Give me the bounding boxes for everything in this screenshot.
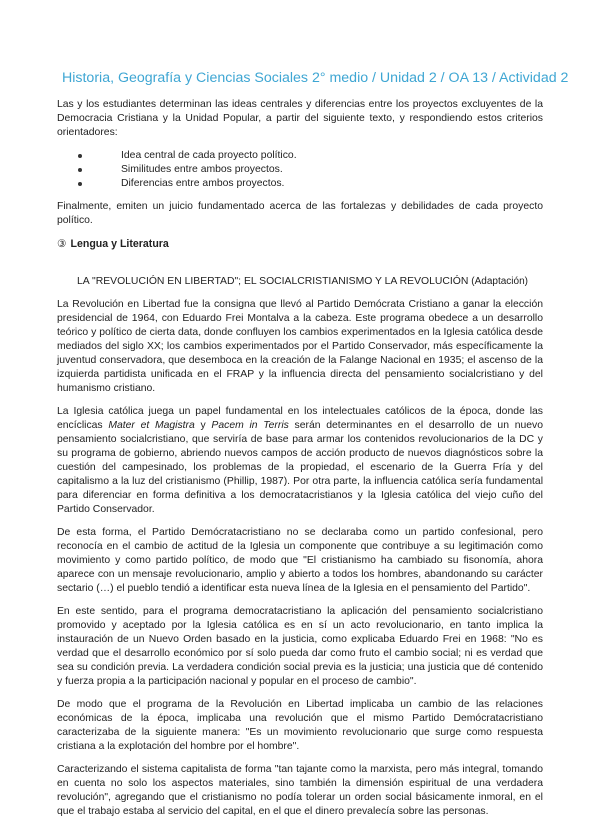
text-span: serán determinantes en el desarrollo de un nuevo pensamiento socialcristiano, que serviría de base para armar los contenidos revolucionarios de la DC y su programa de gobierno, abriendo nuevos campos de acción producto de nuevos diagnósticos sobre la cuestión del campesinado, los problemas de la propiedad, el escenario de la Guerra Fría y del capitalismo a la luz del cristianismo (Phillip, 1987). Por otra parte, la influencia católica sería fundamental para diferenciar en forma definitiva a los democratacristianos y la Iglesia católica del viejo cuño del Partido Conservador. (57, 420, 544, 515)
adaptation-note: (Adaptación) (471, 276, 528, 287)
reading-paragraph: De modo que el programa de la Revolución en Libertad implicaba un cambio de las relaciones económicas de la época, implicaba una revolución que el mismo Partido Demócratacristiano caracterizaba de la siguiente manera: "Es un movimiento revolucionario que surge como respuesta cristiana a la explotación del hombre por el hombre". (57, 699, 543, 752)
reading-paragraph: De esta forma, el Partido Demócratacristiano no se declaraba como un partido confesional, pero reconocía en el cambio de actitud de la Iglesia un componente que contribuye a su legitimación como movimiento y como partido político, de modo que "El cristianismo ha cambiado su fisonomía, ahora aparece con un mensaje revolucionario, amplio y abierto a todos los hombres, abandonando su carácter sectario (…) el pueblo tendió a identificar esta nueva línea de la Iglesia en el pensamiento del Partido". (57, 527, 543, 594)
reading-paragraph: Caracterizando el sistema capitalista de forma "tan tajante como la marxista, pero más integral, tomando en cuenta no solo los aspectos materiales, sino también la dimensión espiritual de una verdadera revolución", agregando que el cristianismo no podía tolerar un orden social básicamente inmoral, en el que el trabajo estaba al servicio del capital, en el que el dinero prevalecía sobre las personas. (57, 764, 543, 817)
list-item: Idea central de cada proyecto político. (121, 149, 543, 163)
section-heading (57, 237, 543, 251)
criteria-list (57, 149, 543, 191)
section-number-icon: ③ (57, 238, 67, 250)
closing-paragraph: Finalmente, emiten un juicio fundamentado acerca de las fortalezas y debilidades de cada proyecto político. (57, 201, 543, 226)
list-item: Diferencias entre ambos proyectos. (121, 177, 543, 191)
reading-paragraph: En este sentido, para el programa democratacristiano la aplicación del pensamiento socialcristiano promovido y aceptado por la Iglesia católica es en sí un acto revolucionario, en tanto implica la instauración de un Nuevo Orden basado en la justicia, como explicaba Eduardo Frei en 1968: "No es verdad que el desarrollo económico por sí solo pueda dar como fruto el cambio social; ni es verdad que sea su condición previa. La verdadera condición social previa es la justicia; una justicia que dé contenido y fuerza propia a la participación nacional y popular en el proceso de cambio". (57, 606, 543, 687)
reading-title: LA "REVOLUCIÓN EN LIBERTAD"; EL SOCIALCRISTIANISMO Y LA REVOLUCIÓN (77, 276, 469, 287)
reading-heading (77, 275, 543, 289)
encyclical-title: Pacem in Terris (211, 420, 289, 431)
reading-paragraph (57, 405, 543, 517)
document-body (57, 98, 543, 828)
encyclical-title: Mater et Magistra (108, 420, 195, 431)
reading-paragraph: La Revolución en Libertad fue la consigna que llevó al Partido Demócrata Cristiano a ganar la elección presidencial de 1964, con Eduardo Frei Montalva a la cabeza. Este programa obedece a un desarrollo teórico y político de cierta data, donde confluyen los cambios experimentados en la Iglesia católica desde mediados del siglo XX; los cambios experimentados por el Partido Conservador, más específicamente la juventud conservadora, que desemboca en la creación de la Falange Nacional en 1935; el ascenso de la izquierda partidista unificada en el FRAP y la influencia directa del pensamiento socialcristiano y del humanismo cristiano. (57, 299, 543, 394)
text-span: y (194, 420, 212, 431)
section-label: Lengua y Literatura (70, 238, 169, 250)
text-span: La Iglesia católica juega un papel fundamental en los intelectuales católicos de la época, donde las encíclicas (57, 406, 543, 431)
list-item: Similitudes entre ambos proyectos. (121, 163, 543, 177)
page-title: Historia, Geografía y Ciencias Sociales 2° medio / Unidad 2 / OA 13 / Actividad 2 (62, 70, 569, 86)
intro-paragraph: Las y los estudiantes determinan las ideas centrales y diferencias entre los proyectos excluyentes de la Democracia Cristiana y la Unidad Popular, a partir del siguiente texto, y respondiendo estos criterios orientadores: (57, 99, 543, 138)
